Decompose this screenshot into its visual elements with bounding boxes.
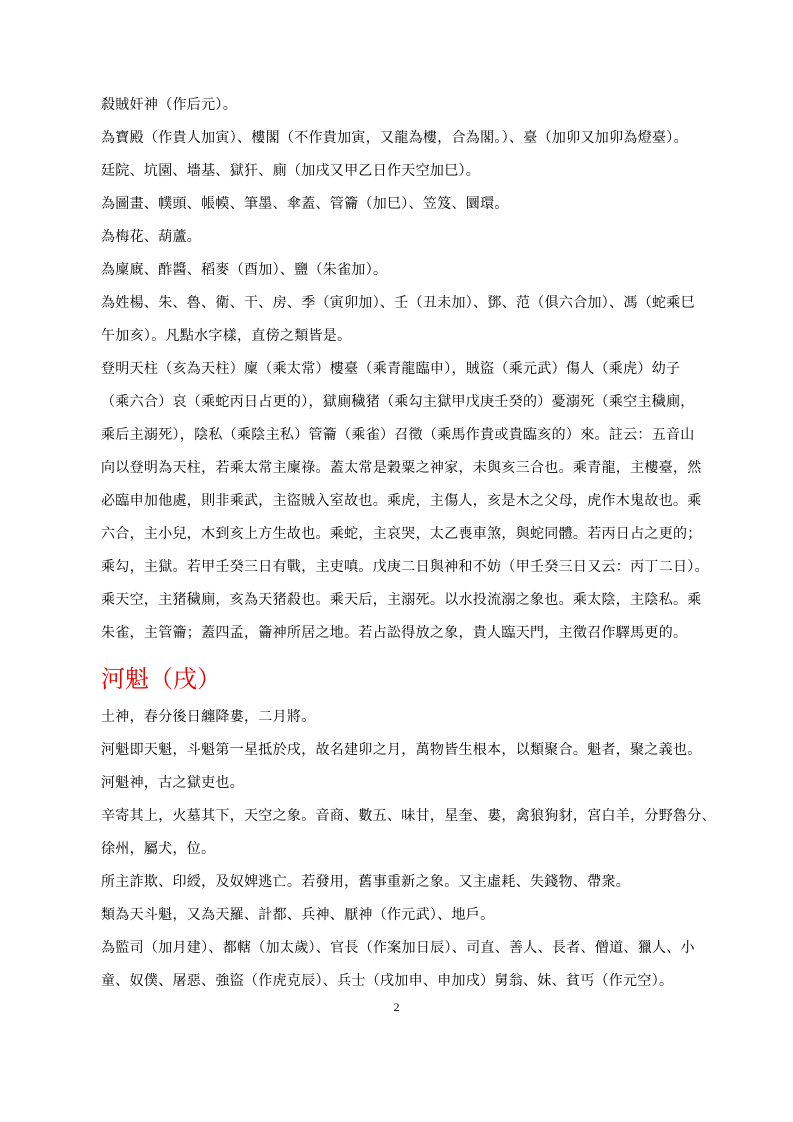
text-line: 徐州，屬犬，位。 — [101, 841, 216, 857]
text-line: 土神，春分後日纏降婁，二月將。 — [101, 709, 316, 725]
text-line: 乘天空，主猪穢廁，亥為天猪殺也。乘天后，主溺死。以水投流溺之象也。乘太陰，主陰私。乘 — [101, 592, 702, 608]
text-line: 必臨申加他處，則非乘武，主盜賊入室故也。乘虎，主傷人，亥是木之父母，虎作木鬼故也。乘 — [101, 493, 702, 509]
text-line: 為梅花、葫蘆。 — [101, 229, 202, 245]
text-line: 為監司（加月建）、都轄（加太歲）、官長（作案加日辰）、司直、善人、長者、僧道、獵人、小 — [101, 940, 695, 956]
text-line: 河魁神，古之獄吏也。 — [101, 775, 244, 791]
text-line: 朱雀，主管籥；蓋四孟，籥神所居之地。若占訟得放之象，貴人臨天門，主徵召作驛馬更的。 — [101, 625, 688, 641]
text-line: 向以登明為天柱，若乘太常主廩祿。蓋太常是穀粟之神家，未與亥三合也。乘青龍，主樓臺，然 — [101, 460, 702, 476]
section-heading: 河魁（戌） — [101, 665, 221, 693]
text-line: 河魁即天魁，斗魁第一星抵於戌，故名建卯之月，萬物皆生根本，以類聚合。魁者，聚之義也。 — [101, 742, 702, 758]
text-line: 童、奴僕、屠惡、強盜（作虎克辰）、兵士（戌加申、申加戌）舅翁、妹、貧丐（作元空）。 — [101, 973, 674, 989]
text-line: 六合，主小兒，木到亥上方生故也。乘蛇，主哀哭，太乙喪車煞，與蛇同體。若丙日占之更的； — [101, 526, 702, 542]
text-line: 午加亥）。凡點水字樣，直傍之類皆是。 — [101, 328, 352, 344]
text-line: 乘勾，主獄。若甲壬癸三日有戰，主吏嗔。戊庚二日與神和不妨（甲壬癸三日又云：丙丁二日）。 — [101, 559, 709, 575]
page-number: 2 — [393, 1000, 400, 1014]
section-hekui-text — [101, 701, 716, 998]
text-line: 殺賊奸神（作后元）。 — [101, 97, 237, 113]
text-line: 為姓楊、朱、魯、衛、干、房、季（寅卯加）、壬（丑未加）、鄧、范（俱六合加）、馮（蛇乘巳 — [101, 295, 695, 311]
text-line: （乘六合）哀（乘蛇丙日占更的），獄廁穢猪（乘勾主獄甲戊庚壬癸的）憂溺死（乘空主穢廁， — [101, 394, 695, 410]
text-line: 所主詐欺、印綬，及奴婢逃亡。若發用，舊事重新之象。又主虛耗、失錢物、帶衆。 — [101, 874, 631, 890]
text-line: 乘后主溺死），陰私（乘陰主私）管籥（乘雀）召徵（乘馬作貴或貴臨亥的）來。註云：五音山 — [101, 427, 695, 443]
text-line: 類為天斗魁，又為天羅、計都、兵神、厭神（作元武）、地戶。 — [101, 907, 495, 923]
text-line: 登明天柱（亥為天柱）廩（乘太常）樓臺（乘青龍臨申），賊盜（乘元武）傷人（乘虎）幼子 — [101, 361, 681, 377]
section-hai-text — [101, 89, 709, 650]
text-line: 廷院、坑園、墻基、獄犴、廁（加戌又甲乙日作天空加巳）。 — [101, 163, 481, 179]
text-line: 為圖畫、幞頭、帳幙、筆墨、傘蓋、管籥（加巳）、笠笈、圜環。 — [101, 196, 509, 212]
text-line: 為廩廐、酢醬、稻麥（酉加）、鹽（朱雀加）。 — [101, 262, 388, 278]
text-line: 為寶殿（作貴人加寅）、樓閣（不作貴加寅，又龍為樓，合為閣。）、臺（加卯又加卯為燈臺）。 — [101, 130, 688, 146]
text-line: 辛寄其上，火墓其下，天空之象。音商、數五、味甘，星奎、婁，禽狼狗豺，宮白羊，分野魯分、 — [101, 808, 716, 824]
